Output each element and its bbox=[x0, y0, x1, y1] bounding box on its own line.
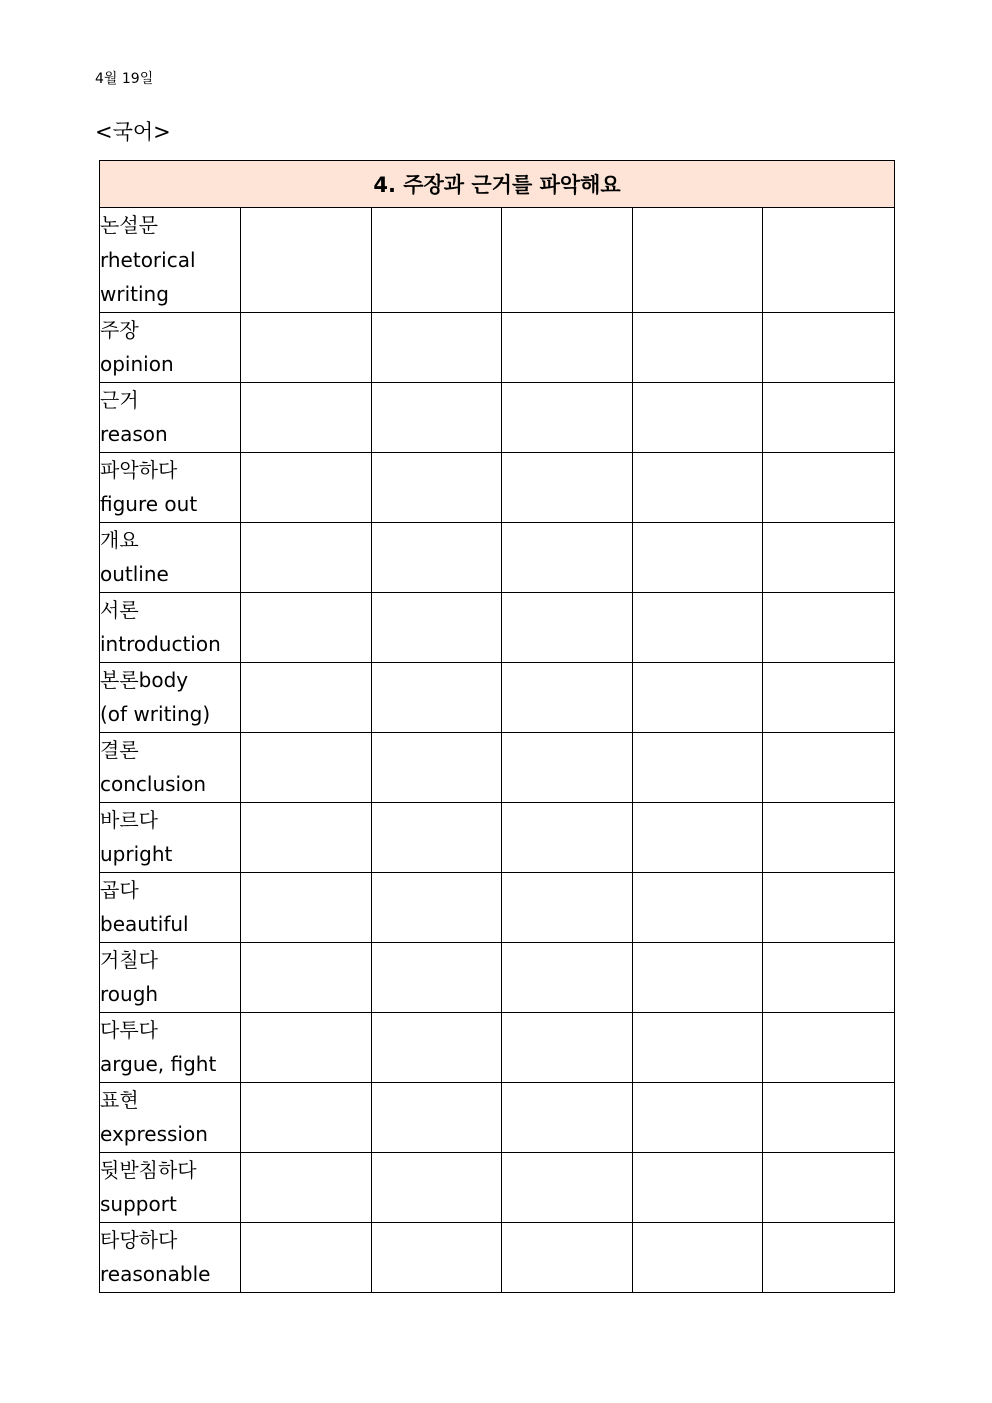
practice-cell[interactable] bbox=[372, 522, 502, 592]
practice-cell[interactable] bbox=[241, 452, 372, 522]
practice-cell[interactable] bbox=[502, 872, 633, 942]
practice-cell[interactable] bbox=[763, 1152, 895, 1222]
practice-cell[interactable] bbox=[372, 662, 502, 732]
practice-cell[interactable] bbox=[633, 452, 763, 522]
table-row bbox=[100, 942, 895, 1012]
korean-word: 개요 bbox=[100, 527, 139, 552]
practice-cell[interactable] bbox=[241, 1012, 372, 1082]
practice-cell[interactable] bbox=[502, 1012, 633, 1082]
practice-cell[interactable] bbox=[633, 208, 763, 313]
practice-cell[interactable] bbox=[372, 452, 502, 522]
practice-cell[interactable] bbox=[502, 802, 633, 872]
english-meaning: writing bbox=[100, 282, 169, 306]
practice-cell[interactable] bbox=[763, 382, 895, 452]
table-row bbox=[100, 522, 895, 592]
practice-cell[interactable] bbox=[763, 802, 895, 872]
practice-cell[interactable] bbox=[633, 732, 763, 802]
table-row bbox=[100, 592, 895, 662]
practice-cell[interactable] bbox=[633, 1222, 763, 1292]
practice-cell[interactable] bbox=[763, 1082, 895, 1152]
table-row bbox=[100, 1012, 895, 1082]
table-row bbox=[100, 1222, 895, 1292]
practice-cell[interactable] bbox=[502, 382, 633, 452]
practice-cell[interactable] bbox=[763, 662, 895, 732]
practice-cell[interactable] bbox=[502, 942, 633, 1012]
vocab-word-cell bbox=[100, 1082, 241, 1152]
english-meaning: upright bbox=[100, 842, 173, 866]
practice-cell[interactable] bbox=[241, 1152, 372, 1222]
english-meaning: beautiful bbox=[100, 912, 189, 936]
date-label: 4월 19일 bbox=[95, 71, 154, 87]
practice-cell[interactable] bbox=[633, 802, 763, 872]
english-meaning: rhetorical bbox=[100, 247, 196, 272]
practice-cell[interactable] bbox=[241, 312, 372, 382]
table-row bbox=[100, 662, 895, 732]
practice-cell[interactable] bbox=[763, 452, 895, 522]
practice-cell[interactable] bbox=[502, 1152, 633, 1222]
practice-cell[interactable] bbox=[633, 1152, 763, 1222]
practice-cell[interactable] bbox=[241, 382, 372, 452]
vocab-word-cell bbox=[100, 592, 241, 662]
practice-cell[interactable] bbox=[372, 208, 502, 313]
table-row bbox=[100, 872, 895, 942]
practice-cell[interactable] bbox=[763, 1012, 895, 1082]
korean-word: 결론 bbox=[100, 737, 139, 762]
practice-cell[interactable] bbox=[502, 312, 633, 382]
vocab-word-cell bbox=[100, 312, 241, 382]
subject-heading: <국어> bbox=[95, 120, 171, 144]
practice-cell[interactable] bbox=[502, 1222, 633, 1292]
practice-cell[interactable] bbox=[763, 732, 895, 802]
practice-cell[interactable] bbox=[633, 592, 763, 662]
table-row bbox=[100, 312, 895, 382]
practice-cell[interactable] bbox=[502, 662, 633, 732]
vocabulary-table bbox=[99, 160, 895, 1293]
korean-word: 타당하다 bbox=[100, 1227, 178, 1252]
practice-cell[interactable] bbox=[633, 312, 763, 382]
vocab-word-cell bbox=[100, 208, 241, 313]
vocab-word-cell bbox=[100, 1012, 241, 1082]
vocab-word-cell bbox=[100, 1222, 241, 1292]
practice-cell[interactable] bbox=[502, 208, 633, 313]
practice-cell[interactable] bbox=[241, 872, 372, 942]
practice-cell[interactable] bbox=[763, 208, 895, 313]
english-meaning: opinion bbox=[100, 352, 174, 376]
practice-cell[interactable] bbox=[241, 802, 372, 872]
practice-cell[interactable] bbox=[241, 522, 372, 592]
practice-cell[interactable] bbox=[372, 1012, 502, 1082]
practice-cell[interactable] bbox=[502, 732, 633, 802]
korean-word: 논설문 bbox=[100, 213, 158, 237]
practice-cell[interactable] bbox=[633, 1082, 763, 1152]
table-title: 4. 주장과 근거를 파악해요 bbox=[100, 161, 895, 208]
practice-cell[interactable] bbox=[763, 1222, 895, 1292]
korean-word: 다투다 bbox=[100, 1017, 158, 1042]
practice-cell[interactable] bbox=[372, 732, 502, 802]
vocab-word-cell bbox=[100, 522, 241, 592]
korean-word: 뒷받침하다 bbox=[100, 1157, 197, 1182]
korean-word: 곱다 bbox=[100, 877, 139, 902]
practice-cell[interactable] bbox=[633, 872, 763, 942]
practice-cell[interactable] bbox=[241, 942, 372, 1012]
english-meaning: argue, fight bbox=[100, 1052, 217, 1076]
korean-word: 주장 bbox=[100, 317, 139, 342]
korean-word: 서론 bbox=[100, 597, 139, 622]
vocabulary-rows bbox=[100, 208, 895, 1293]
vocab-word-cell bbox=[100, 872, 241, 942]
korean-word: 본론body bbox=[100, 667, 189, 692]
english-meaning: (of writing) bbox=[100, 702, 211, 726]
practice-cell[interactable] bbox=[763, 522, 895, 592]
vocab-word-cell bbox=[100, 942, 241, 1012]
english-meaning: expression bbox=[100, 1122, 208, 1146]
english-meaning: figure out bbox=[100, 492, 198, 516]
table-row bbox=[100, 802, 895, 872]
practice-cell[interactable] bbox=[372, 942, 502, 1012]
korean-word: 바르다 bbox=[100, 807, 158, 832]
practice-cell[interactable] bbox=[241, 208, 372, 313]
practice-cell[interactable] bbox=[502, 592, 633, 662]
korean-word: 거칠다 bbox=[100, 947, 158, 972]
practice-cell[interactable] bbox=[372, 312, 502, 382]
practice-cell[interactable] bbox=[241, 732, 372, 802]
vocab-word-cell bbox=[100, 382, 241, 452]
english-meaning: introduction bbox=[100, 632, 221, 656]
practice-cell[interactable] bbox=[502, 452, 633, 522]
table-row bbox=[100, 382, 895, 452]
practice-cell[interactable] bbox=[372, 1152, 502, 1222]
practice-cell[interactable] bbox=[372, 1082, 502, 1152]
english-meaning: reasonable bbox=[100, 1262, 211, 1286]
vocab-word-cell bbox=[100, 662, 241, 732]
vocab-word-cell bbox=[100, 1152, 241, 1222]
korean-word: 표현 bbox=[100, 1087, 139, 1112]
practice-cell[interactable] bbox=[502, 522, 633, 592]
practice-cell[interactable] bbox=[633, 662, 763, 732]
practice-cell[interactable] bbox=[763, 872, 895, 942]
table-row bbox=[100, 208, 895, 313]
practice-cell[interactable] bbox=[633, 382, 763, 452]
table-row bbox=[100, 1152, 895, 1222]
practice-cell[interactable] bbox=[633, 522, 763, 592]
table-row bbox=[100, 732, 895, 802]
english-meaning: support bbox=[100, 1192, 177, 1216]
practice-cell[interactable] bbox=[633, 942, 763, 1012]
practice-cell[interactable] bbox=[763, 942, 895, 1012]
korean-word: 파악하다 bbox=[100, 457, 178, 482]
practice-cell[interactable] bbox=[241, 1082, 372, 1152]
vocab-word-cell bbox=[100, 452, 241, 522]
practice-cell[interactable] bbox=[502, 1082, 633, 1152]
practice-cell[interactable] bbox=[372, 592, 502, 662]
table-row bbox=[100, 1082, 895, 1152]
practice-cell[interactable] bbox=[763, 592, 895, 662]
vocab-word-cell bbox=[100, 732, 241, 802]
practice-cell[interactable] bbox=[633, 1012, 763, 1082]
korean-word: 근거 bbox=[100, 387, 139, 412]
practice-cell[interactable] bbox=[372, 872, 502, 942]
practice-cell[interactable] bbox=[372, 802, 502, 872]
practice-cell[interactable] bbox=[241, 662, 372, 732]
practice-cell[interactable] bbox=[241, 1222, 372, 1292]
table-row bbox=[100, 452, 895, 522]
practice-cell[interactable] bbox=[763, 312, 895, 382]
english-meaning: outline bbox=[100, 562, 169, 586]
practice-cell[interactable] bbox=[241, 592, 372, 662]
english-meaning: conclusion bbox=[100, 772, 207, 796]
english-meaning: reason bbox=[100, 422, 168, 446]
vocab-word-cell bbox=[100, 802, 241, 872]
practice-cell[interactable] bbox=[372, 1222, 502, 1292]
english-meaning: rough bbox=[100, 982, 159, 1006]
practice-cell[interactable] bbox=[372, 382, 502, 452]
